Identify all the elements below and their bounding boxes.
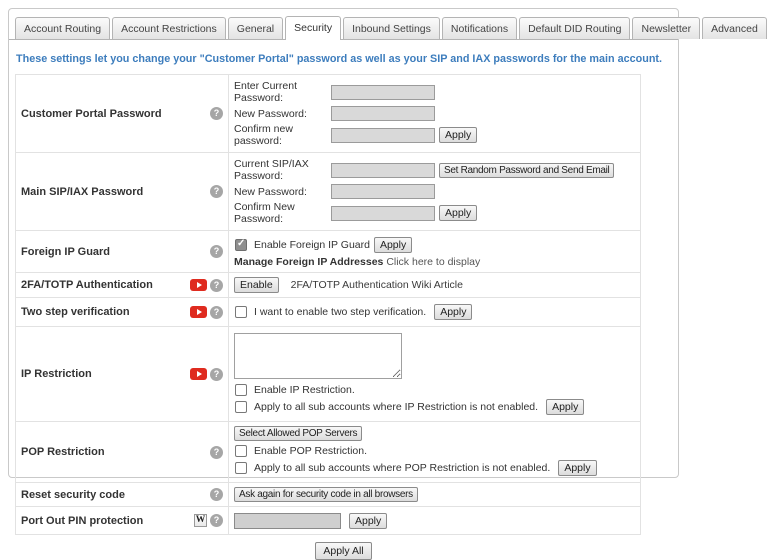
confirm-sip-password-input[interactable] (331, 206, 435, 221)
tab-inbound-settings[interactable]: Inbound Settings (343, 17, 440, 39)
youtube-video-icon[interactable] (190, 279, 207, 291)
help-icon[interactable]: ? (210, 446, 223, 459)
row-ip-restriction (16, 327, 641, 422)
youtube-video-icon[interactable] (190, 368, 207, 380)
2fa-wiki-article-link[interactable]: 2FA/TOTP Authentication Wiki Article (290, 279, 463, 291)
tab-newsletter[interactable]: Newsletter (632, 17, 700, 39)
tab-bar (9, 9, 758, 40)
new-sip-password-input[interactable] (331, 184, 435, 199)
select-allowed-pop-servers-button[interactable]: Select Allowed POP Servers (234, 426, 362, 441)
port-out-pin-input[interactable] (234, 513, 341, 529)
enable-foreign-ip-guard-checkbox[interactable] (235, 239, 247, 251)
pop-restriction-apply-all-checkbox[interactable] (235, 462, 247, 474)
manage-foreign-ip-label: Manage Foreign IP Addresses (234, 256, 384, 268)
enable-pop-restriction-label: Enable POP Restriction. (254, 444, 368, 457)
tab-general[interactable]: General (228, 17, 283, 39)
ip-restriction-apply-button[interactable]: Apply (546, 399, 584, 415)
row-port-out-pin-protection (16, 507, 641, 535)
pop-restriction-apply-all-label: Apply to all sub accounts where POP Restriction is not enabled. (254, 462, 551, 474)
help-icon[interactable]: ? (210, 245, 223, 258)
apply-all-button[interactable]: Apply All (315, 542, 371, 560)
sip-password-apply-button[interactable]: Apply (439, 205, 477, 221)
portal-password-apply-button[interactable]: Apply (439, 127, 477, 143)
foreign-ip-guard-apply-button[interactable]: Apply (374, 237, 412, 253)
enable-ip-restriction-checkbox[interactable] (235, 384, 247, 396)
sip-confirm-password-label: Confirm New Password: (234, 201, 295, 225)
enable-ip-restriction-label: Enable IP Restriction. (254, 383, 355, 396)
customer-portal-password-label: Customer Portal Password (21, 107, 162, 120)
new-password-label: New Password: (234, 107, 307, 120)
confirm-portal-password-input[interactable] (331, 128, 435, 143)
current-sip-password-input[interactable] (331, 163, 435, 178)
help-icon[interactable]: ? (210, 107, 223, 120)
ip-restriction-label: IP Restriction (21, 368, 92, 380)
youtube-video-icon[interactable] (190, 306, 207, 318)
ip-restriction-apply-all-label: Apply to all sub accounts where IP Restriction is not enabled. (254, 401, 539, 413)
row-main-sip-iax-password (16, 153, 641, 231)
row-customer-portal-password (16, 75, 641, 153)
enable-pop-restriction-checkbox[interactable] (235, 445, 247, 457)
two-step-apply-button[interactable]: Apply (434, 304, 472, 320)
enter-current-password-label: Enter Current Password: (234, 80, 298, 104)
row-2fa-totp-authentication (16, 273, 641, 298)
two-step-verification-label: Two step verification (21, 306, 130, 318)
sip-new-password-label: New Password: (234, 185, 307, 198)
new-portal-password-input[interactable] (331, 106, 435, 121)
port-out-pin-label: Port Out PIN protection (21, 514, 144, 527)
tab-account-restrictions[interactable]: Account Restrictions (112, 17, 226, 39)
reset-security-code-button[interactable]: Ask again for security code in all browsers (234, 487, 418, 502)
settings-panel (8, 8, 758, 557)
help-icon[interactable]: ? (210, 279, 223, 292)
tab-notifications[interactable]: Notifications (442, 17, 517, 39)
ip-restriction-apply-all-checkbox[interactable] (235, 401, 247, 413)
help-icon[interactable]: ? (210, 306, 223, 319)
enable-foreign-ip-guard-label: Enable Foreign IP Guard (254, 239, 370, 251)
set-random-password-button[interactable]: Set Random Password and Send Email (439, 163, 614, 178)
help-icon[interactable]: ? (210, 514, 223, 527)
tab-default-did-routing[interactable]: Default DID Routing (519, 17, 630, 39)
wikipedia-icon[interactable]: W (194, 514, 207, 527)
2fa-totp-label: 2FA/TOTP Authentication (21, 279, 153, 291)
help-icon[interactable]: ? (210, 488, 223, 501)
help-icon[interactable]: ? (210, 185, 223, 198)
enable-two-step-checkbox[interactable] (235, 306, 247, 318)
main-sip-iax-password-label: Main SIP/IAX Password (21, 185, 144, 198)
intro-text: These settings let you change your "Customer Portal" password as well as your SIP and IAX passwords for the main account. (16, 53, 663, 65)
pop-restriction-apply-button[interactable]: Apply (558, 460, 596, 476)
tab-security[interactable]: Security (285, 16, 341, 40)
foreign-ip-click-to-display-link[interactable]: Click here to display (386, 256, 481, 268)
2fa-enable-button[interactable]: Enable (234, 277, 279, 293)
foreign-ip-guard-label: Foreign IP Guard (21, 245, 111, 258)
pop-restriction-label: POP Restriction (21, 446, 105, 458)
tab-account-routing[interactable]: Account Routing (15, 17, 110, 39)
security-settings-table (15, 74, 641, 535)
confirm-new-password-label: Confirm new password: (234, 123, 293, 147)
enable-two-step-label: I want to enable two step verification. (254, 306, 427, 318)
current-portal-password-input[interactable] (331, 85, 435, 100)
row-pop-restriction (16, 422, 641, 483)
port-out-pin-apply-button[interactable]: Apply (349, 513, 387, 529)
tab-advanced[interactable]: Advanced (702, 17, 767, 39)
help-icon[interactable]: ? (210, 368, 223, 381)
ip-restriction-textarea[interactable] (234, 333, 402, 379)
reset-security-code-label: Reset security code (21, 488, 125, 501)
row-two-step-verification (16, 298, 641, 327)
current-sip-iax-password-label: Current SIP/IAX Password: (234, 158, 309, 182)
row-reset-security-code (16, 483, 641, 507)
row-foreign-ip-guard (16, 231, 641, 273)
